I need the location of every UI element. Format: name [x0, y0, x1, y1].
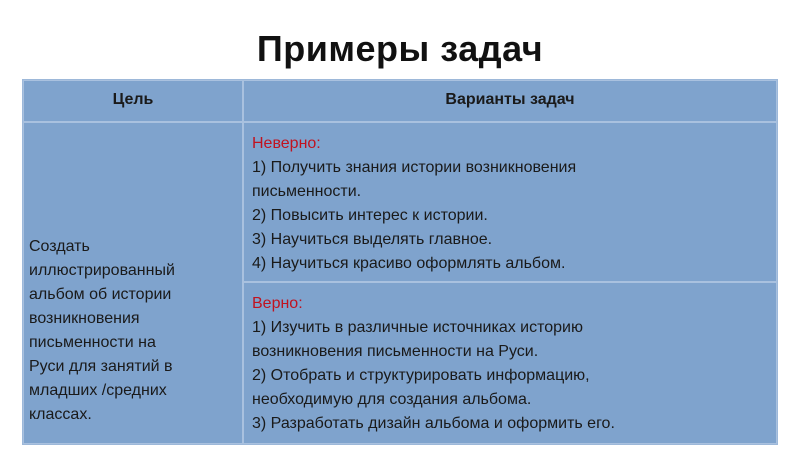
header-goal-cell [23, 80, 243, 122]
wrong-variants-cell [243, 122, 777, 282]
wrong-label: Неверно: [252, 135, 321, 152]
wrong-variants-content [252, 132, 772, 276]
goal-text [29, 235, 241, 427]
goal-line: письменности на [29, 334, 156, 351]
header-goal-label: Цель [112, 91, 154, 108]
right-item-line: необходимую для создания альбома. [252, 391, 532, 408]
header-variants-label: Варианты задач [445, 91, 575, 108]
right-item-line: 2) Отобрать и структурировать информацию, [252, 367, 590, 384]
wrong-item-line: 1) Получить знания истории возникновения [252, 159, 577, 176]
goal-line: младших /средних [29, 382, 167, 399]
right-variants-content [252, 292, 772, 436]
wrong-item-line: письменности. [252, 183, 362, 200]
goal-line: классах. [29, 406, 92, 423]
right-label: Верно: [252, 295, 303, 312]
right-item-line: возникновения письменности на Руси. [252, 343, 539, 360]
goal-line: возникновения [29, 310, 140, 327]
goal-line: Руси для занятий в [29, 358, 173, 375]
goal-line: альбом об истории [29, 286, 172, 303]
wrong-item-line: 2) Повысить интерес к истории. [252, 207, 488, 224]
header-variants-cell [243, 80, 777, 122]
goal-line: Создать [29, 238, 90, 255]
wrong-item-line: 3) Научиться выделять главное. [252, 231, 493, 248]
goal-cell [23, 122, 243, 444]
right-item-line: 3) Разработать дизайн альбома и оформить его. [252, 415, 615, 432]
tasks-table [22, 79, 778, 445]
right-item-line: 1) Изучить в различные источниках историю [252, 319, 583, 336]
right-variants-cell [243, 282, 777, 444]
goal-line: иллюстрированный [29, 262, 175, 279]
slide-title: Примеры задач [256, 28, 544, 69]
wrong-item-line: 4) Научиться красиво оформлять альбом. [252, 255, 566, 272]
